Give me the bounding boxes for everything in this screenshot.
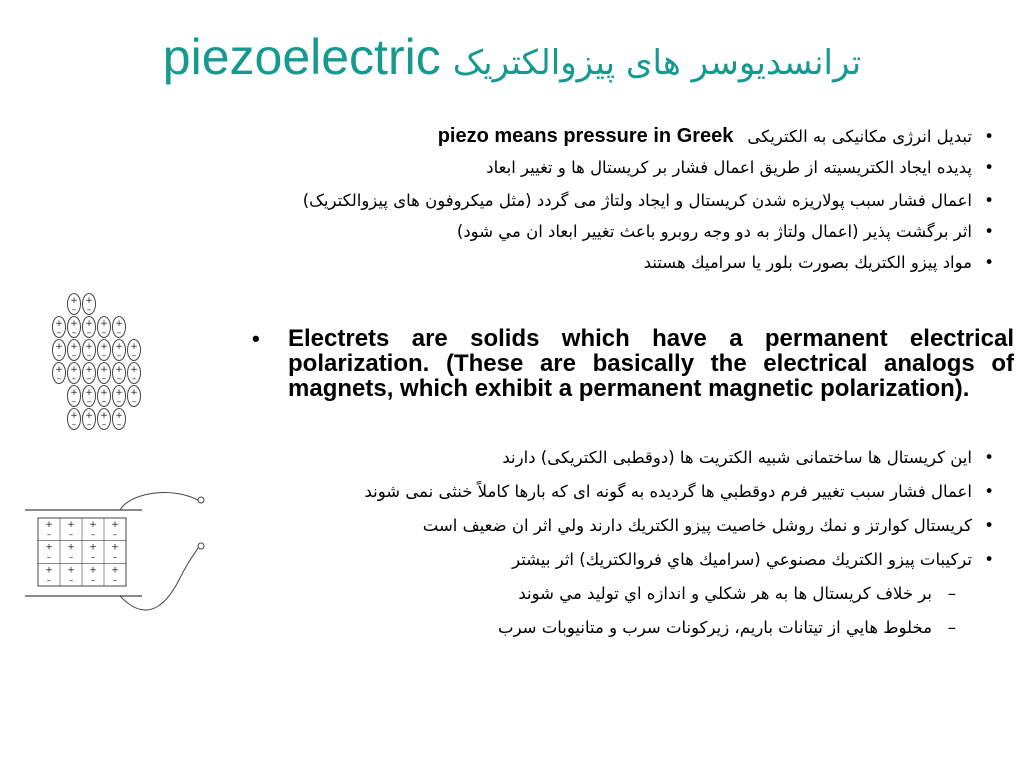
plus-sign: +: [100, 319, 108, 329]
plus-sign: +: [130, 342, 138, 352]
plus-sign: +: [130, 365, 138, 375]
bullet-item: [254, 250, 994, 275]
minus-sign: –: [68, 530, 74, 540]
plus-sign: +: [115, 388, 123, 398]
minus-sign: –: [86, 305, 92, 315]
plus-sign: +: [70, 365, 78, 375]
bullet-text: بر خلاف کریستال ها به هر شكلي و اندازه اي توليد مي شوند: [518, 584, 932, 603]
bullet-text: پدیده ایجاد الکتریسیته از طریق اعمال فشار بر کریستال ها و تغییر ابعاد: [486, 158, 972, 177]
minus-sign: –: [56, 328, 62, 338]
minus-sign: –: [71, 328, 77, 338]
minus-sign: –: [68, 575, 74, 586]
plus-sign: +: [67, 520, 75, 530]
title-english: piezoelectric: [162, 29, 441, 85]
bullet-item: [254, 188, 994, 213]
bullet-text: تركيبات پيزو الكتريك مصنوعي (سراميك هاي فروالكتريك) اثر بيشتر: [512, 550, 972, 569]
plus-sign: +: [70, 342, 78, 352]
minus-sign: –: [90, 552, 96, 563]
electrets-text: Electrets are solids which have a permanent electrical polarization. (These are basically the electrical analogs of magnets, which exhibit a permanent magnetic polarization).: [288, 325, 1014, 402]
minus-sign: –: [71, 374, 77, 384]
terminal-top: [198, 497, 204, 503]
minus-sign: –: [46, 575, 52, 586]
plus-sign: +: [115, 342, 123, 352]
bullet-marker: •: [984, 127, 994, 146]
bottom-lead-wire: [120, 548, 198, 610]
bullet-marker: •: [984, 516, 994, 535]
sub-bullet-item: [214, 615, 994, 640]
plus-sign: +: [111, 565, 119, 576]
minus-sign: –: [46, 552, 52, 563]
plus-sign: +: [115, 365, 123, 375]
plus-sign: +: [55, 319, 63, 329]
minus-sign: –: [68, 552, 74, 563]
plus-sign: +: [85, 319, 93, 329]
minus-sign: –: [86, 397, 92, 407]
plus-sign: +: [70, 296, 78, 306]
top-lead-wire: [120, 493, 198, 510]
minus-sign: –: [101, 420, 107, 430]
bullet-item: [214, 547, 994, 572]
bullet-text: مخلوط هايي از تيتانات باريم، زيركونات سرب و متانيوبات سرب: [498, 618, 932, 637]
plus-sign: +: [89, 565, 97, 576]
electrets-paragraph: [250, 326, 1014, 401]
bullet-marker: •: [252, 326, 260, 351]
minus-sign: –: [101, 374, 107, 384]
bullet-item: [254, 219, 994, 244]
minus-sign: –: [101, 351, 107, 361]
slide-title: [0, 28, 1024, 86]
minus-sign: –: [71, 305, 77, 315]
bullet-item: [214, 479, 994, 504]
minus-sign: –: [112, 552, 118, 563]
minus-sign: –: [116, 420, 122, 430]
minus-sign: –: [86, 420, 92, 430]
plus-sign: +: [85, 388, 93, 398]
bullet-marker: •: [984, 222, 994, 241]
plus-sign: +: [55, 365, 63, 375]
plus-sign: +: [45, 542, 53, 553]
plus-sign: +: [100, 411, 108, 421]
minus-sign: –: [90, 575, 96, 586]
minus-sign: –: [101, 328, 107, 338]
plus-sign: +: [70, 411, 78, 421]
minus-sign: –: [116, 328, 122, 338]
plus-sign: +: [111, 520, 119, 530]
sub-bullet-item: [214, 581, 994, 606]
minus-sign: –: [131, 397, 137, 407]
minus-sign: –: [56, 351, 62, 361]
plus-sign: +: [45, 565, 53, 576]
bullet-text: اعمال فشار سبب پولاریزه شدن کریستال و ایجاد ولتاژ می گردد (مثل میکروفون های پیزوالکتریک): [302, 191, 972, 210]
plus-sign: +: [111, 542, 119, 553]
minus-sign: –: [112, 530, 118, 540]
bullet-text: مواد پيزو الكتريك بصورت بلور يا سراميك هستند: [643, 253, 972, 272]
plus-sign: +: [130, 388, 138, 398]
bullet-text: تبدیل انرژی مکانیکی به الکتریکی: [747, 127, 972, 146]
title-persian: ترانسدیوسر های پیزوالکتریک: [452, 43, 862, 83]
minus-sign: –: [90, 530, 96, 540]
electret-circuit-diagram: [20, 488, 220, 628]
minus-sign: –: [46, 530, 52, 540]
minus-sign: –: [86, 351, 92, 361]
sub-bullet-marker: –: [947, 584, 956, 603]
plus-sign: +: [100, 388, 108, 398]
bullet-marker: •: [984, 482, 994, 501]
bullet-marker: •: [984, 550, 994, 569]
plus-sign: +: [89, 542, 97, 553]
sub-bullet-marker: –: [947, 618, 956, 637]
plus-sign: +: [115, 411, 123, 421]
minus-sign: –: [86, 328, 92, 338]
piezo-bullet-list: [254, 124, 994, 281]
minus-sign: –: [71, 397, 77, 407]
bullet-item: [214, 445, 994, 470]
plus-sign: +: [85, 296, 93, 306]
bullet-item: [254, 155, 994, 180]
bullet-text: اثر برگشت پذیر (اعمال ولتاژ به دو وجه روبرو باعث تغيير ابعاد ان مي شود): [456, 222, 972, 241]
plus-sign: +: [100, 365, 108, 375]
minus-sign: –: [131, 374, 137, 384]
bullet-text: اعمال فشار سبب تغيير فرم دوقطبي ها گرديده به گونه ای كه بارها کاملاً خنثی نمی شوند: [364, 482, 972, 501]
plus-sign: +: [70, 319, 78, 329]
plus-sign: +: [70, 388, 78, 398]
dipole-crystal-diagram: [40, 286, 150, 436]
minus-sign: –: [131, 351, 137, 361]
bullet-item: [214, 513, 994, 538]
plus-sign: +: [100, 342, 108, 352]
plus-sign: +: [55, 342, 63, 352]
plus-sign: +: [89, 520, 97, 530]
bullet-marker: •: [984, 158, 994, 177]
minus-sign: –: [71, 420, 77, 430]
plus-sign: +: [85, 342, 93, 352]
crystal-bullet-list: [214, 445, 994, 649]
greek-note: piezo means pressure in Greek: [437, 125, 734, 147]
bullet-marker: •: [984, 191, 994, 210]
bullet-marker: •: [984, 253, 994, 272]
plus-sign: +: [85, 365, 93, 375]
plus-sign: +: [45, 520, 53, 530]
minus-sign: –: [116, 374, 122, 384]
plus-sign: +: [67, 565, 75, 576]
minus-sign: –: [101, 397, 107, 407]
plus-sign: +: [67, 542, 75, 553]
minus-sign: –: [112, 575, 118, 586]
plus-sign: +: [85, 411, 93, 421]
minus-sign: –: [116, 397, 122, 407]
bullet-text: این کریستال ها ساختمانی شبیه الکتریت ها (دوقطبی الکتریکی) دارند: [502, 448, 972, 467]
minus-sign: –: [86, 374, 92, 384]
minus-sign: –: [56, 374, 62, 384]
minus-sign: –: [71, 351, 77, 361]
bullet-marker: •: [984, 448, 994, 467]
bullet-item: [254, 124, 994, 149]
bullet-text: كريستال كوارتز و نمك روشل خاصيت پيزو الكتريك دارند ولي اثر ان ضعيف است: [422, 516, 972, 535]
plus-sign: +: [115, 319, 123, 329]
minus-sign: –: [116, 351, 122, 361]
terminal-bottom: [198, 543, 204, 549]
